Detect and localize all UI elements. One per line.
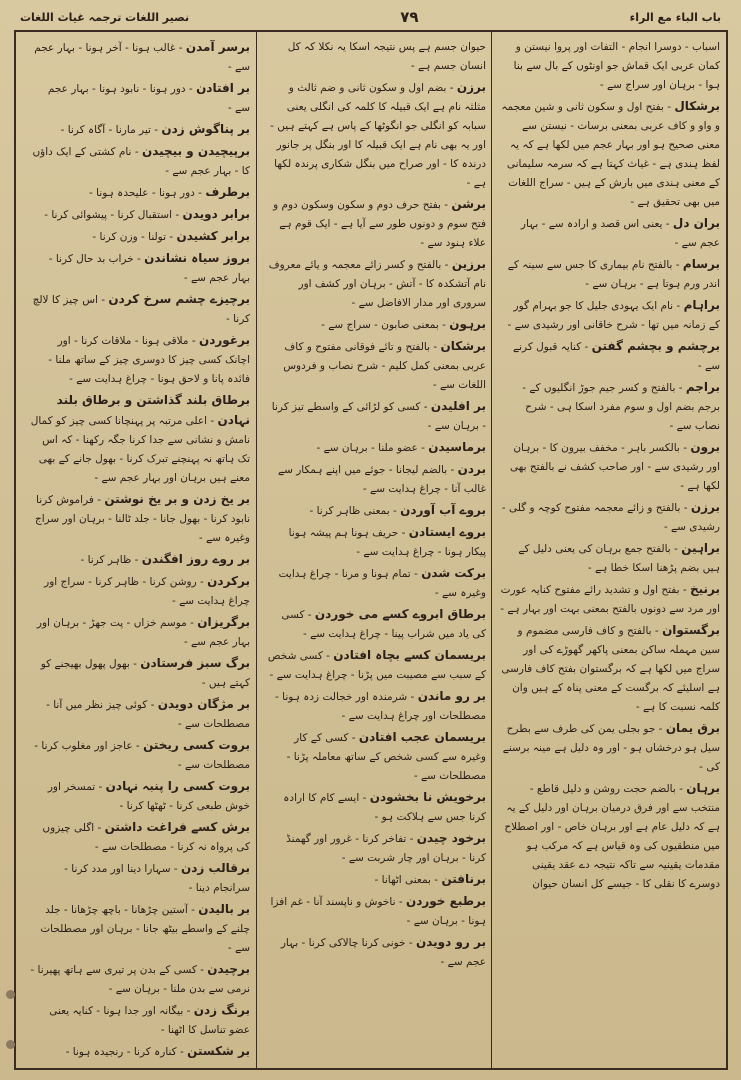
entry-headword: برہون <box>449 317 486 331</box>
column-right <box>494 34 726 1066</box>
dictionary-entry <box>30 1001 250 1040</box>
entry-headword: برنگ زدن <box>193 1003 250 1017</box>
entry-definition: - بفتح اول و تشدید رائے مفتوح کنایہ عورت اور مرد سے دونوں بالفتح بمعنی بہت اور بہار ہے - <box>500 584 720 615</box>
entry-definition: - اس چیز کا لالچ کرنا - <box>32 294 250 325</box>
dictionary-entry <box>266 460 486 499</box>
entry-definition: - ملاقی ہونا - ملاقات کرنا - اور اچانک کسی چیز کا دوسری چیز کے ساتھ ملنا - فائدہ پانا و لاحق ہونا - چراغ ہدایت سے - <box>48 335 250 385</box>
entry-definition: حیوان جسم ہے پس نتیجہ اسکا یہ نکلا کہ کل انسان جسم ہے - <box>287 41 486 72</box>
entry-definition: - کسی کو لڑائی کے واسطے تیز کرنا - برہان سے - <box>271 401 486 432</box>
entry-definition: - بالضم حجت روشن و دلیل قاطع - منتخب سے اور فرق درمیان برہان اور دلیل کے یہ ہے کہ دلیل عام ہے اور برہان خاص - اور اصطلاح میں منطقیوں کی وہ قیاس ہے کہ مرکب ہو مقدمات یقینیہ سے تاکہ نتیجہ دے عقد یقینی دوسرے کا نقلی کا - جیسے کل انسان حیوان <box>504 783 720 890</box>
dictionary-entry <box>266 646 486 685</box>
entry-definition: - موسم خزاں - پت جھڑ - برہان اور بہار عجم سے - <box>36 617 250 648</box>
dictionary-entry <box>266 892 486 931</box>
entry-definition: - تیر مارنا - آگاہ کرنا - <box>60 124 159 136</box>
dictionary-entry <box>30 249 250 288</box>
dictionary-entry <box>266 315 486 335</box>
entry-headword: برشکال <box>674 99 720 113</box>
dictionary-entry <box>30 120 250 140</box>
entry-headword: برماسیدن <box>428 440 486 454</box>
dictionary-entry <box>266 788 486 827</box>
entry-headword: برسر آمدن <box>185 40 250 54</box>
page-header <box>20 4 721 30</box>
dictionary-entry <box>500 255 720 294</box>
dictionary-entry <box>30 777 250 816</box>
entry-definition: - دور ہونا - نابود ہونا - بہار عجم سے - <box>47 83 250 114</box>
entry-headword: برپیچیدن و بیچیدن <box>141 144 250 158</box>
entry-headword: بر افلیدن <box>430 399 486 413</box>
entry-headword: براہین <box>681 541 720 555</box>
entry-definition: - بالفتح و زائے معجمہ مفتوح کوچہ و گلی - رشیدی سے - <box>501 502 720 533</box>
dictionary-entry <box>30 900 250 958</box>
dictionary-entry <box>30 38 250 77</box>
entry-headword: برابر کشیدن <box>176 229 250 243</box>
entry-definition: - عضو ملنا - برہان سے - <box>316 442 425 454</box>
dictionary-entry <box>266 78 486 193</box>
entry-headword: بریسمان کسے بچاہ افتادن <box>333 648 486 662</box>
entry-headword: برہان <box>686 781 720 795</box>
entry-headword: بر رو دویدن <box>416 935 486 949</box>
dictionary-entry <box>266 255 486 313</box>
dictionary-entry <box>30 654 250 693</box>
entry-headword: بر مژگان دویدن <box>157 697 250 711</box>
dictionary-entry <box>30 290 250 329</box>
dictionary-entry <box>500 779 720 894</box>
dictionary-entry <box>266 829 486 868</box>
dictionary-entry <box>30 613 250 652</box>
dictionary-entry <box>266 870 486 890</box>
dictionary-entry <box>266 438 486 458</box>
dictionary-entry <box>500 378 720 436</box>
entry-definition: - خونی کرنا چالاکی کرنا - بہار عجم سے - <box>280 937 486 968</box>
dictionary-entry <box>30 227 250 247</box>
entry-headword: برطاق بلند گذاشتن و برطاق بلند نہادن <box>56 393 250 427</box>
entry-headword: براہام <box>683 298 720 312</box>
dictionary-entry <box>500 38 720 95</box>
entry-definition: - کنارہ کرنا - رنجیدہ ہونا - <box>65 1046 184 1058</box>
entry-definition: - بالضم لیجانا - جوئے میں اپنے ہمکار سے غالب آنا - چراغ ہدایت سے - <box>277 464 486 495</box>
page-number: ٧٩ <box>400 8 419 26</box>
entry-definition: - بالفتح و کسر جیم جوڑ انگلیوں کے - برجم بضم اول و سوم مفرد اسکا ہی - شرح نصاب سے - <box>522 382 720 432</box>
dictionary-entry <box>500 719 720 777</box>
dictionary-entry <box>30 1042 250 1062</box>
entry-headword: بروے آب آوردن <box>400 503 486 517</box>
entry-headword: برکت شدن <box>421 566 486 580</box>
dictionary-entry <box>500 498 720 537</box>
entry-definition: - تفاخر کرنا - غرور اور گھمنڈ کرنا - برہان اور چار شربت سے - <box>286 833 486 864</box>
dictionary-entry <box>266 195 486 253</box>
dictionary-entry <box>266 523 486 562</box>
entry-definition: - نام ایک یہودی جلیل کا جو بہرام گور کے زمانہ میں تھا - شرح خاقانی اور رشیدی سے - <box>507 300 720 331</box>
dictionary-entry <box>30 79 250 118</box>
entry-definition: - کوئی چیز نظر میں آنا - مصطلحات سے - <box>46 699 250 730</box>
dictionary-entry <box>30 960 250 999</box>
entry-headword: برون <box>690 440 720 454</box>
dictionary-entry <box>30 859 250 898</box>
entry-headword: برش کسے فراغت داشتن <box>104 820 250 834</box>
entry-headword: برزین <box>451 257 486 271</box>
entry-headword: برنافتن <box>441 872 486 886</box>
entry-headword: برنیخ <box>689 582 720 596</box>
entry-definition: - بمعنی اٹھانا - <box>374 874 439 886</box>
entry-headword: برچشم و بچشم گفتن <box>591 339 720 353</box>
entry-headword: برق یمان <box>665 721 720 735</box>
entry-definition: - نام کشتی کے ایک داؤں کا - بہار عجم سے - <box>32 146 250 177</box>
entry-definition: - آستین چڑھانا - باچھ چڑھانا - جلد چلنے کے واسطے بیٹھ جانا - برہان اور مصطلحات سے - <box>40 904 250 954</box>
entry-headword: براجم <box>685 380 720 394</box>
entry-headword: بران دل <box>672 216 720 230</box>
dictionary-entry <box>266 728 486 786</box>
dictionary-entry <box>30 572 250 611</box>
entry-definition: - تمسخر اور خوش طبعی کرنا - ٹھٹھا کرنا - <box>47 781 250 812</box>
dictionary-entry <box>30 205 250 225</box>
entry-definition: - دور ہونا - علیحدہ ہونا - <box>89 187 202 199</box>
column-divider-left <box>256 32 257 1068</box>
entry-headword: بروے ایستادن <box>408 525 486 539</box>
entry-headword: برغوردن <box>199 333 250 347</box>
entry-definition: - یعنی اس قصد و ارادہ سے - بہار عجم سے - <box>520 218 720 249</box>
entry-headword: برگ سبز فرستادن <box>140 656 250 670</box>
entry-definition: - فراموش کرنا نابود کرنا - بھول جانا - جلد ٹالنا - برہان اور سراج وغیرہ سے - <box>34 494 250 544</box>
entry-definition: - سہارا دینا اور مدد کرنا - سرانجام دینا - <box>64 863 250 894</box>
entry-definition: - کسی شخص کے سبب سے مصیبت میں پڑنا - چراغ ہدایت سے - <box>267 650 486 681</box>
entry-headword: بر پناگوش زدن <box>161 122 250 136</box>
dictionary-entry <box>500 438 720 496</box>
entry-definition: - جو بجلی یمن کی طرف سے بطرح سیل ہو درخشاں ہو - اور وہ دلیل ہے مینہ برسنے کی - <box>502 723 720 773</box>
entry-definition: - بالفتح و کاف فارسی مضموم و سین مہملہ ساکن بمعنی پاکھر گھوڑے کی اور سراج میں لکھا ہے کہ برگستوان بفتح کاف فارسی ہے اسلیئے کہ برگست کے معنی پناہ کے ہیں وان کلمہ نسبت کا ہے - <box>501 625 720 713</box>
dictionary-entry <box>500 214 720 253</box>
dictionary-entry <box>266 501 486 521</box>
entry-headword: بر بالیدن <box>198 902 250 916</box>
binding-hole <box>6 1040 15 1049</box>
entry-definition: - حریف ہونا ہم پیشہ ہونا پیکار ہونا - چراغ ہدایت سے - <box>288 527 486 558</box>
entry-definition: - خراب بد حال کرنا - بہار عجم سے - <box>48 253 250 284</box>
entry-definition: - بالفتح و تائے فوقانی مفتوح و کاف عربی بمعنی کمل کلیم - شرح نصاب و فردوس اللغات سے - <box>283 341 486 391</box>
column-left <box>24 34 256 1066</box>
dictionary-entry <box>500 539 720 578</box>
dictionary-entry <box>500 580 720 619</box>
dictionary-entry <box>30 183 250 203</box>
dictionary-entry <box>30 736 250 775</box>
dictionary-entry <box>30 142 250 181</box>
entry-headword: برزن <box>456 80 486 94</box>
entry-definition: - روشن کرنا - ظاہر کرنا - سراج اور چراغ ہدایت سے - <box>44 576 250 607</box>
entry-definition: - بھول پھول بھیجنے کو کہتے ہیں - <box>40 658 250 689</box>
entry-definition: - اعلی مرتبہ پر پہنچانا کسی چیز کو کمال نامش و نشانی سے جدا کرنا جگہ رکھنا - کہ اس تک ہاتھ نہ پہنچنے تبرک کرنا - بھول جانے کے بھی معنے ہیں برہان اور بہار عجم سے - <box>30 415 250 484</box>
entry-definition: - ناخوش و ناپسند آنا - غم افزا ہونا - برہان سے - <box>270 896 486 927</box>
entry-headword: بر افتادن <box>196 81 250 95</box>
entry-definition: - کسی کے بدن پر تیری سے ہاتھ پھیرنا - نرمی سے بدن ملنا - برہان سے - <box>30 964 250 995</box>
entry-headword: برگریزان <box>197 615 250 629</box>
dictionary-entry <box>500 337 720 376</box>
dictionary-entry <box>266 605 486 644</box>
entry-headword: برطبع خوردن <box>405 894 486 908</box>
entry-definition: - کسی کے کار وغیرہ سے کسی شخص کے ساتھ معاملہ پڑنا - مصطلحات سے - <box>286 732 486 782</box>
entry-headword: برسام <box>682 257 720 271</box>
entry-headword: بروز سیاہ نشاندن <box>144 251 250 265</box>
entry-headword: برخویش نا بخشودن <box>369 790 486 804</box>
entry-headword: بروت کسی را پنبہ نہادن <box>105 779 250 793</box>
dictionary-entry <box>266 337 486 395</box>
entry-definition: - بیگانہ اور جدا ہونا - کنایہ یعنی عضو تناسل کا اٹھنا - <box>49 1005 250 1036</box>
dictionary-entry <box>30 490 250 548</box>
entry-definition: - بالفتح نام بیماری کا جس سے سینہ کے اندر ورم ہوتا ہے - برہان سے - <box>507 259 720 290</box>
entry-headword: برخود چیدن <box>416 831 486 845</box>
entry-definition: - ظاہر کرنا - <box>80 554 139 566</box>
header-left-text: نصیر اللغات ترجمہ غیاث اللغات <box>20 10 190 24</box>
entry-definition: - شرمندہ اور خجالت زدہ ہونا - مصطلحات اور چراغ ہدایت سے - <box>275 691 486 722</box>
entry-definition: - کسی کی یاد میں شراب پینا - چراغ ہدایت سے - <box>281 609 486 640</box>
dictionary-entry <box>30 331 250 389</box>
entry-headword: برچیدن <box>207 962 250 976</box>
entry-definition: اسباب - دوسرا انجام - التفات اور پروا نیستن و کمان عربی ایک قماش جو اونٹوں کے بال سے بنا ہوا - برہان اور سراج سے - <box>513 41 720 91</box>
column-middle <box>260 34 492 1066</box>
entry-headword: بردن <box>457 462 486 476</box>
dictionary-entry <box>30 550 250 570</box>
entry-definition: - اگلی چیزوں کی پرواہ نہ کرنا - مصطلحات سے - <box>42 822 250 853</box>
entry-headword: برطرف <box>205 185 250 199</box>
dictionary-entry <box>30 391 250 488</box>
entry-definition: - بضم اول و سکون ثانی و ضم ثالث و مثلثہ نام ہے ایک قبیلہ کا کلمہ کی انگلی یعنی سبابہ کو انگلی جو انگوٹھا کے پاس ہے کہتے ہیں - اور یہ بھی نام ہے ایک قبیلہ کا اور بنگل پر جانور درندہ کا - اور صراح میں بنگل شکاری پرندہ لکھا ہے - <box>270 82 486 189</box>
entry-headword: برزن <box>690 500 720 514</box>
entry-headword: برشن <box>451 197 486 211</box>
entry-definition: - بمعنی صابون - سراج سے - <box>321 319 446 331</box>
dictionary-entry <box>500 296 720 335</box>
entry-headword: برقالب زدن <box>180 861 250 875</box>
entry-definition: - استقبال کرنا - پیشوائی کرنا - <box>44 209 180 221</box>
dictionary-entry <box>266 38 486 76</box>
dictionary-entry <box>30 695 250 734</box>
entry-headword: برشکان <box>440 339 486 353</box>
entry-definition: - بالفتح جمع برہان کی یعنی دلیل کے ہیں بضم پڑھنا اسکا خطا ہے - <box>518 543 720 574</box>
entry-definition: - تولنا - وزن کرنا - <box>92 231 174 243</box>
entry-headword: بریسمان عجب افتادن <box>358 730 486 744</box>
entry-headword: برکردن <box>207 574 250 588</box>
entry-definition: - بالکسر باہر - مخفف بیرون کا - برہان اور رشیدی سے - اور صاحب کشف نے بالفتح بھی لکھا ہے - <box>510 442 720 492</box>
entry-definition: - تمام ہونا و مرنا - چراغ ہدایت وغیرہ سے - <box>278 568 486 599</box>
entry-definition: - کنایہ قبول کرنے سے - <box>512 341 720 372</box>
entry-definition: - ایسے کام کا ارادہ کرنا جس سے ہلاکت ہو - <box>283 792 486 823</box>
dictionary-entry <box>266 397 486 436</box>
dictionary-entry <box>500 621 720 717</box>
entry-definition: - بمعنی ظاہر کرنا - <box>309 505 397 517</box>
dictionary-entry <box>266 933 486 972</box>
entry-headword: برچیزے چشم سرخ کردن <box>108 292 250 306</box>
dictionary-entry <box>266 687 486 726</box>
entry-definition: - بفتح حرف دوم و سکون وسکون دوم و فتح سوم و دونوں طور سے آیا ہے - ایک قوم ہے علاء ہنود سے - <box>273 199 486 249</box>
entry-headword: بر رو ماندن <box>417 689 486 703</box>
entry-headword: برابر دویدن <box>182 207 250 221</box>
dictionary-entry <box>500 97 720 212</box>
entry-definition: - بالفتح و کسر زائے معجمہ و یائے معروف نام آتشکدہ کا - آتش - برہان اور کشف اور سروری اور مدار الافاضل سے - <box>268 259 486 309</box>
entry-headword: بر شکستن <box>187 1044 250 1058</box>
header-right-text: باب الباء مع الراء <box>629 10 721 24</box>
binding-hole <box>6 990 15 999</box>
entry-headword: بر روے روز افگندن <box>141 552 250 566</box>
dictionary-entry <box>266 564 486 603</box>
dictionary-entry <box>30 818 250 857</box>
entry-headword: برگستوان <box>662 623 720 637</box>
entry-definition: - غالب ہونا - آخر ہونا - بہار عجم سے - <box>34 42 250 73</box>
entry-headword: بروت کسی ریختن <box>143 738 250 752</box>
entry-definition: - عاجز اور مغلوب کرنا - مصطلحات سے - <box>34 740 250 771</box>
entry-headword: بر یخ زدن و بر یخ نوشتن <box>104 492 250 506</box>
entry-definition: - بفتح اول و سکون ثانی و شین معجمہ و واو و کاف عربی بمعنی برسات - نیستن سے معنی صحیح ہو اور بہار عجم میں لکھا ہے کہ یہ لفظ ہندی ہے - غیاث کہتا ہے کہ سرمہ سلیمانی کے معنی ہندی میں بارش کے ہیں - سراج اللغات میں بھی تحقیق ہے - <box>501 101 720 208</box>
entry-headword: برطاق ابروے کسے می خوردن <box>314 607 486 621</box>
